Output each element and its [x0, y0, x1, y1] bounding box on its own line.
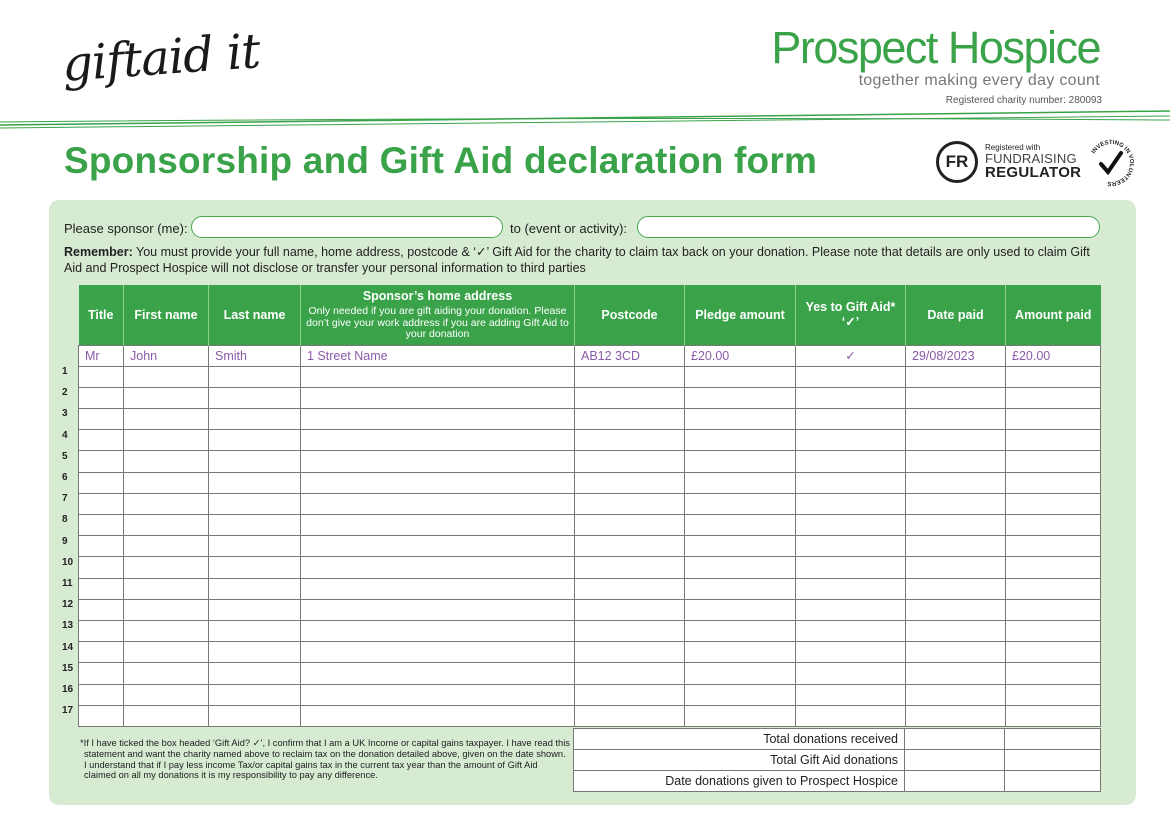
cell-first-name[interactable] — [124, 472, 209, 493]
cell-date-paid[interactable] — [906, 409, 1006, 430]
date-given-cell-2[interactable] — [1005, 771, 1101, 792]
cell-title[interactable] — [79, 642, 124, 663]
row-number: 14 — [62, 641, 74, 653]
prospect-hospice-tagline: together making every day count — [858, 72, 1100, 89]
cell-date-paid[interactable] — [906, 536, 1006, 557]
check-icon — [1101, 153, 1121, 172]
cell-address[interactable] — [301, 557, 575, 578]
cell-gift-aid[interactable] — [796, 642, 906, 663]
page-title: Sponsorship and Gift Aid declaration form — [64, 140, 818, 181]
cell-address[interactable] — [301, 705, 575, 726]
cell-date-paid[interactable] — [906, 599, 1006, 620]
cell-last-name[interactable] — [209, 472, 301, 493]
cell-title[interactable] — [79, 557, 124, 578]
sponsor-me-field[interactable] — [191, 216, 503, 238]
cell-pledge[interactable] — [685, 409, 796, 430]
cell-last-name[interactable] — [209, 387, 301, 408]
cell-gift-aid[interactable] — [796, 557, 906, 578]
cell-address[interactable] — [301, 493, 575, 514]
row-number: 12 — [62, 599, 74, 611]
cell-postcode[interactable] — [575, 578, 685, 599]
row-number: 5 — [62, 450, 68, 462]
cell-address[interactable] — [301, 430, 575, 451]
cell-pledge[interactable] — [685, 620, 796, 641]
cell-pledge[interactable] — [685, 472, 796, 493]
table-row — [79, 705, 1101, 726]
cell-postcode[interactable] — [575, 599, 685, 620]
header-title: Title — [79, 285, 124, 345]
cell-date-paid[interactable] — [906, 578, 1006, 599]
fr-registered-with: Registered with — [985, 143, 1041, 152]
table-header-row — [79, 285, 1101, 345]
cell-title[interactable] — [79, 430, 124, 451]
cell-first-name[interactable] — [124, 684, 209, 705]
cell-date-paid[interactable] — [906, 430, 1006, 451]
fundraising-regulator-logo — [936, 141, 978, 183]
cell-first-name[interactable] — [124, 493, 209, 514]
cell-address[interactable] — [301, 578, 575, 599]
example-pledge: £20.00 — [685, 345, 796, 366]
header-date-paid: Date paid — [906, 285, 1006, 345]
cell-pledge[interactable] — [685, 451, 796, 472]
cell-address[interactable] — [301, 451, 575, 472]
cell-gift-aid[interactable] — [796, 620, 906, 641]
cell-last-name[interactable] — [209, 536, 301, 557]
header-amount-paid: Amount paid — [1006, 285, 1101, 345]
row-number: 2 — [62, 387, 68, 399]
row-number: 1 — [62, 366, 68, 377]
cell-title[interactable] — [79, 620, 124, 641]
cell-last-name[interactable] — [209, 515, 301, 536]
cell-pledge[interactable] — [685, 366, 796, 387]
cell-postcode[interactable] — [575, 684, 685, 705]
cell-title[interactable] — [79, 663, 124, 684]
cell-amount-paid[interactable] — [1006, 536, 1101, 557]
example-gift-aid: ✓ — [796, 345, 906, 366]
cell-gift-aid[interactable] — [796, 451, 906, 472]
cell-amount-paid[interactable] — [1006, 684, 1101, 705]
header-first-name: First name — [124, 285, 209, 345]
cell-title[interactable] — [79, 409, 124, 430]
cell-first-name[interactable] — [124, 663, 209, 684]
header-pledge: Pledge amount — [685, 285, 796, 345]
fr-initials: FR — [945, 152, 969, 171]
giftaid-logo: giftaid it — [60, 23, 262, 93]
cell-amount-paid[interactable] — [1006, 599, 1101, 620]
cell-address[interactable] — [301, 663, 575, 684]
cell-gift-aid[interactable] — [796, 536, 906, 557]
cell-first-name[interactable] — [124, 515, 209, 536]
cell-first-name[interactable] — [124, 705, 209, 726]
total-gift-aid-label: Total Gift Aid donations — [574, 750, 905, 771]
cell-first-name[interactable] — [124, 599, 209, 620]
cell-pledge[interactable] — [685, 430, 796, 451]
cell-last-name[interactable] — [209, 409, 301, 430]
cell-pledge[interactable] — [685, 705, 796, 726]
cell-address[interactable] — [301, 536, 575, 557]
header-last-name: Last name — [209, 285, 301, 345]
cell-first-name[interactable] — [124, 409, 209, 430]
example-address: 1 Street Name — [301, 345, 575, 366]
cell-pledge[interactable] — [685, 387, 796, 408]
cell-amount-paid[interactable] — [1006, 451, 1101, 472]
cell-gift-aid[interactable] — [796, 387, 906, 408]
example-first-name: John — [124, 345, 209, 366]
gift-aid-declaration: *If I have ticked the box headed ‘Gift Aid? ✓’, I confirm that I am a UK Income or capital gains taxpayer. I have read this statement and want the charity named above to reclaim tax on the donation detailed above, given on the date shown. I understand that if I pay less income Tax/or capital gains tax in the current tax year than the amount of Gift Aid claimed on all my donations it is my responsibility to pay any difference. — [80, 738, 570, 781]
cell-pledge[interactable] — [685, 578, 796, 599]
fr-regulator: REGULATOR — [985, 164, 1082, 181]
row-number: 10 — [62, 556, 74, 568]
cell-postcode[interactable] — [575, 515, 685, 536]
cell-amount-paid[interactable] — [1006, 620, 1101, 641]
row-number: 13 — [62, 620, 74, 632]
cell-first-name[interactable] — [124, 430, 209, 451]
cell-address[interactable] — [301, 620, 575, 641]
cell-date-paid[interactable] — [906, 620, 1006, 641]
cell-postcode[interactable] — [575, 557, 685, 578]
cell-gift-aid[interactable] — [796, 515, 906, 536]
header-address — [301, 285, 575, 345]
cell-last-name[interactable] — [209, 663, 301, 684]
cell-address[interactable] — [301, 684, 575, 705]
cell-gift-aid[interactable] — [796, 409, 906, 430]
cell-first-name[interactable] — [124, 642, 209, 663]
cell-amount-paid[interactable] — [1006, 366, 1101, 387]
remember-note — [64, 244, 1104, 276]
cell-title[interactable] — [79, 387, 124, 408]
remember-bold: Remember: — [64, 245, 133, 259]
cell-last-name[interactable] — [209, 430, 301, 451]
example-row — [79, 345, 1101, 366]
cell-amount-paid[interactable] — [1006, 705, 1101, 726]
cell-gift-aid[interactable] — [796, 493, 906, 514]
cell-amount-paid[interactable] — [1006, 430, 1101, 451]
cell-address[interactable] — [301, 515, 575, 536]
table-row — [79, 620, 1101, 641]
date-given-label: Date donations given to Prospect Hospice — [574, 771, 905, 792]
cell-pledge[interactable] — [685, 557, 796, 578]
table-row — [79, 472, 1101, 493]
header-postcode: Postcode — [575, 285, 685, 345]
cell-postcode[interactable] — [575, 536, 685, 557]
example-last-name: Smith — [209, 345, 301, 366]
iiv-text: INVESTING IN VOLUNTEERS — [1090, 139, 1135, 187]
cell-postcode[interactable] — [575, 705, 685, 726]
row-number: 16 — [62, 684, 74, 695]
cell-address[interactable] — [301, 472, 575, 493]
cell-title[interactable] — [79, 472, 124, 493]
table-row — [79, 515, 1101, 536]
cell-postcode[interactable] — [575, 409, 685, 430]
cell-pledge[interactable] — [685, 536, 796, 557]
cell-gift-aid[interactable] — [796, 366, 906, 387]
cell-last-name[interactable] — [209, 620, 301, 641]
example-amount-paid: £20.00 — [1006, 345, 1101, 366]
cell-gift-aid[interactable] — [796, 472, 906, 493]
sponsor-me-label: Please sponsor (me): — [64, 221, 188, 236]
cell-title[interactable] — [79, 451, 124, 472]
row-number: 4 — [62, 429, 68, 441]
cell-postcode[interactable] — [575, 663, 685, 684]
cell-first-name[interactable] — [124, 557, 209, 578]
cell-postcode[interactable] — [575, 642, 685, 663]
table-row — [79, 684, 1101, 705]
table-row — [79, 451, 1101, 472]
totals-table — [573, 728, 1101, 792]
cell-last-name[interactable] — [209, 705, 301, 726]
table-row — [79, 642, 1101, 663]
cell-title[interactable] — [79, 366, 124, 387]
cell-amount-paid[interactable] — [1006, 493, 1101, 514]
cell-gift-aid[interactable] — [796, 430, 906, 451]
cell-title[interactable] — [79, 599, 124, 620]
cell-pledge[interactable] — [685, 663, 796, 684]
cell-date-paid[interactable] — [906, 684, 1006, 705]
event-label: to (event or activity): — [510, 221, 628, 236]
cell-pledge[interactable] — [685, 599, 796, 620]
header-address-label: Sponsor’s home address — [362, 289, 513, 303]
cell-pledge[interactable] — [685, 493, 796, 514]
cell-amount-paid[interactable] — [1006, 642, 1101, 663]
row-number: 15 — [62, 662, 74, 674]
row-number: 6 — [62, 472, 68, 483]
table-row — [79, 493, 1101, 514]
totals-row — [574, 750, 1101, 771]
row-number: 3 — [62, 408, 68, 420]
table-row — [79, 557, 1101, 578]
cell-amount-paid[interactable] — [1006, 387, 1101, 408]
cell-title[interactable] — [79, 705, 124, 726]
cell-first-name[interactable] — [124, 578, 209, 599]
green-swoosh-divider — [0, 108, 1170, 130]
event-field[interactable] — [637, 216, 1100, 238]
cell-postcode[interactable] — [575, 387, 685, 408]
cell-title[interactable] — [79, 515, 124, 536]
cell-date-paid[interactable] — [906, 557, 1006, 578]
cell-pledge[interactable] — [685, 684, 796, 705]
table-row — [79, 430, 1101, 451]
example-title: Mr — [79, 345, 124, 366]
cell-gift-aid[interactable] — [796, 578, 906, 599]
cell-first-name[interactable] — [124, 366, 209, 387]
cell-date-paid[interactable] — [906, 387, 1006, 408]
cell-gift-aid[interactable] — [796, 705, 906, 726]
cell-address[interactable] — [301, 599, 575, 620]
example-postcode: AB12 3CD — [575, 345, 685, 366]
cell-last-name[interactable] — [209, 599, 301, 620]
cell-date-paid[interactable] — [906, 493, 1006, 514]
cell-last-name[interactable] — [209, 684, 301, 705]
cell-gift-aid[interactable] — [796, 684, 906, 705]
cell-last-name[interactable] — [209, 493, 301, 514]
cell-amount-paid[interactable] — [1006, 515, 1101, 536]
header-address-sub: Only needed if you are gift aiding your donation. Please don’t give your work address if you are adding Gift Aid to your donation — [306, 305, 569, 340]
cell-date-paid[interactable] — [906, 705, 1006, 726]
row-number: 7 — [62, 493, 68, 505]
totals-row — [574, 771, 1101, 792]
cell-postcode[interactable] — [575, 451, 685, 472]
row-number: 11 — [62, 578, 73, 589]
total-donations-label: Total donations received — [574, 729, 905, 750]
cell-address[interactable] — [301, 387, 575, 408]
table-row — [79, 409, 1101, 430]
cell-amount-paid[interactable] — [1006, 409, 1101, 430]
total-donations-cell-1[interactable] — [905, 729, 1005, 750]
cell-date-paid[interactable] — [906, 515, 1006, 536]
charity-number: Registered charity number: 280093 — [945, 95, 1102, 106]
cell-gift-aid[interactable] — [796, 663, 906, 684]
table-row — [79, 536, 1101, 557]
total-gift-aid-cell-2[interactable] — [1005, 750, 1101, 771]
cell-last-name[interactable] — [209, 366, 301, 387]
investing-in-volunteers-logo — [1086, 138, 1136, 188]
cell-date-paid[interactable] — [906, 451, 1006, 472]
cell-title[interactable] — [79, 684, 124, 705]
table-row — [79, 366, 1101, 387]
cell-postcode[interactable] — [575, 620, 685, 641]
cell-last-name[interactable] — [209, 451, 301, 472]
cell-address[interactable] — [301, 642, 575, 663]
cell-amount-paid[interactable] — [1006, 557, 1101, 578]
cell-date-paid[interactable] — [906, 663, 1006, 684]
table-row — [79, 599, 1101, 620]
total-gift-aid-cell-1[interactable] — [905, 750, 1005, 771]
prospect-hospice-logo: Prospect Hospice — [771, 22, 1100, 73]
row-number: 9 — [62, 535, 68, 547]
cell-pledge[interactable] — [685, 642, 796, 663]
cell-date-paid[interactable] — [906, 472, 1006, 493]
cell-first-name[interactable] — [124, 620, 209, 641]
cell-first-name[interactable] — [124, 536, 209, 557]
cell-title[interactable] — [79, 536, 124, 557]
cell-amount-paid[interactable] — [1006, 663, 1101, 684]
cell-title[interactable] — [79, 493, 124, 514]
cell-postcode[interactable] — [575, 366, 685, 387]
cell-pledge[interactable] — [685, 515, 796, 536]
cell-address[interactable] — [301, 409, 575, 430]
cell-last-name[interactable] — [209, 578, 301, 599]
cell-date-paid[interactable] — [906, 366, 1006, 387]
cell-last-name[interactable] — [209, 557, 301, 578]
cell-gift-aid[interactable] — [796, 599, 906, 620]
cell-first-name[interactable] — [124, 451, 209, 472]
row-number: 8 — [62, 514, 68, 526]
cell-postcode[interactable] — [575, 493, 685, 514]
cell-address[interactable] — [301, 366, 575, 387]
date-given-cell-1[interactable] — [905, 771, 1005, 792]
cell-title[interactable] — [79, 578, 124, 599]
table-row — [79, 663, 1101, 684]
table-row — [79, 578, 1101, 599]
fr-fundraising: FUNDRAISING — [985, 151, 1077, 166]
table-row — [79, 387, 1101, 408]
cell-postcode[interactable] — [575, 472, 685, 493]
total-donations-cell-2[interactable] — [1005, 729, 1101, 750]
totals-row — [574, 729, 1101, 750]
cell-amount-paid[interactable] — [1006, 578, 1101, 599]
cell-last-name[interactable] — [209, 642, 301, 663]
cell-postcode[interactable] — [575, 430, 685, 451]
fundraising-regulator-text — [985, 144, 1081, 180]
example-date-paid: 29/08/2023 — [906, 345, 1006, 366]
header-gift-aid: Yes to Gift Aid* ‘✓’ — [796, 285, 906, 345]
remember-text: You must provide your full name, home address, postcode & ‘✓’ Gift Aid for the charity to claim tax back on your donation. Please note that details are only used to claim Gift Aid and Prospect Hospice will not disclose or transfer your personal information to third parties — [64, 245, 1090, 275]
cell-amount-paid[interactable] — [1006, 472, 1101, 493]
sponsor-table — [78, 285, 1101, 727]
cell-date-paid[interactable] — [906, 642, 1006, 663]
cell-first-name[interactable] — [124, 387, 209, 408]
row-number: 17 — [62, 705, 74, 717]
